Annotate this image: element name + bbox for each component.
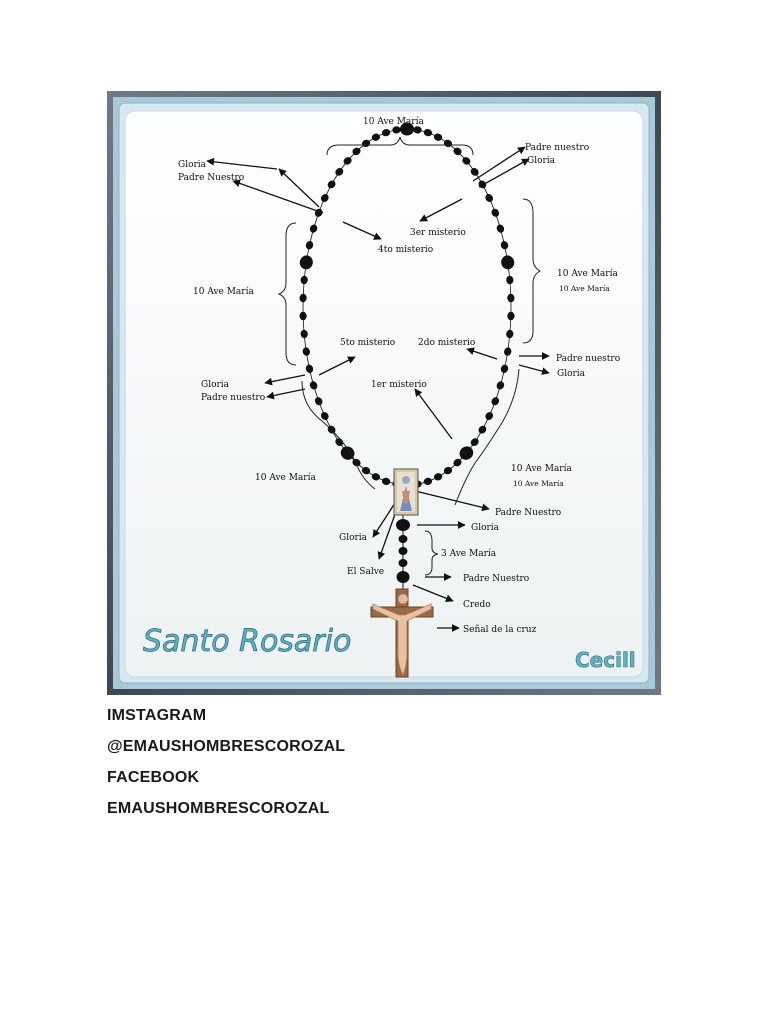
- label-bottom-left-ave: 10 Ave María: [255, 473, 316, 483]
- label-padre-tl: Padre Nuestro: [178, 173, 245, 183]
- social-instagram-label: IMSTAGRAM: [107, 707, 207, 724]
- label-gloria-tr: Gloria: [527, 156, 556, 166]
- label-2do-misterio: 2do misterio: [418, 338, 476, 348]
- rosary-diagram: [107, 91, 661, 695]
- social-facebook-handle: EMAUSHOMBRESCOROZAL: [107, 800, 330, 817]
- label-credo: Credo: [463, 600, 491, 610]
- label-gloria-tl: Gloria: [178, 160, 207, 170]
- label-right-ave: 10 Ave María: [557, 269, 618, 279]
- label-padre-pendant-2: Padre Nuestro: [463, 574, 530, 584]
- label-padre-l: Padre nuestro: [201, 393, 266, 403]
- label-padre-pendant: Padre Nuestro: [495, 508, 562, 518]
- label-right-ave-small: 10 Ave María: [559, 284, 610, 293]
- label-top-ave: 10 Ave María: [363, 117, 424, 127]
- label-padre-tr: Padre nuestro: [525, 143, 590, 153]
- label-gloria-r: Gloria: [557, 369, 586, 379]
- label-3er-misterio: 3er misterio: [410, 228, 466, 238]
- label-gloria-left-pendant: Gloria: [339, 533, 368, 543]
- label-5to-misterio: 5to misterio: [340, 338, 396, 348]
- social-instagram-handle: @EMAUSHOMBRESCOROZAL: [107, 738, 346, 755]
- label-1er-misterio: 1er misterio: [371, 380, 427, 390]
- social-facebook-label: FACEBOOK: [107, 769, 200, 786]
- centerpiece-medal: [394, 469, 418, 515]
- label-gloria-l: Gloria: [201, 380, 230, 390]
- signature: Cecill: [575, 648, 636, 672]
- label-senal: Señal de la cruz: [463, 625, 537, 635]
- label-gloria-pendant: Gloria: [471, 523, 500, 533]
- label-bottom-right-ave-small: 10 Ave María: [513, 479, 564, 488]
- label-4to-misterio: 4to misterio: [378, 245, 434, 255]
- label-3-ave: 3 Ave María: [441, 549, 497, 559]
- label-left-ave: 10 Ave María: [193, 287, 254, 297]
- diagram-title: Santo Rosario: [143, 624, 352, 659]
- label-el-salve: El Salve: [347, 567, 385, 577]
- label-padre-r: Padre nuestro: [556, 354, 621, 364]
- label-bottom-right-ave: 10 Ave María: [511, 464, 572, 474]
